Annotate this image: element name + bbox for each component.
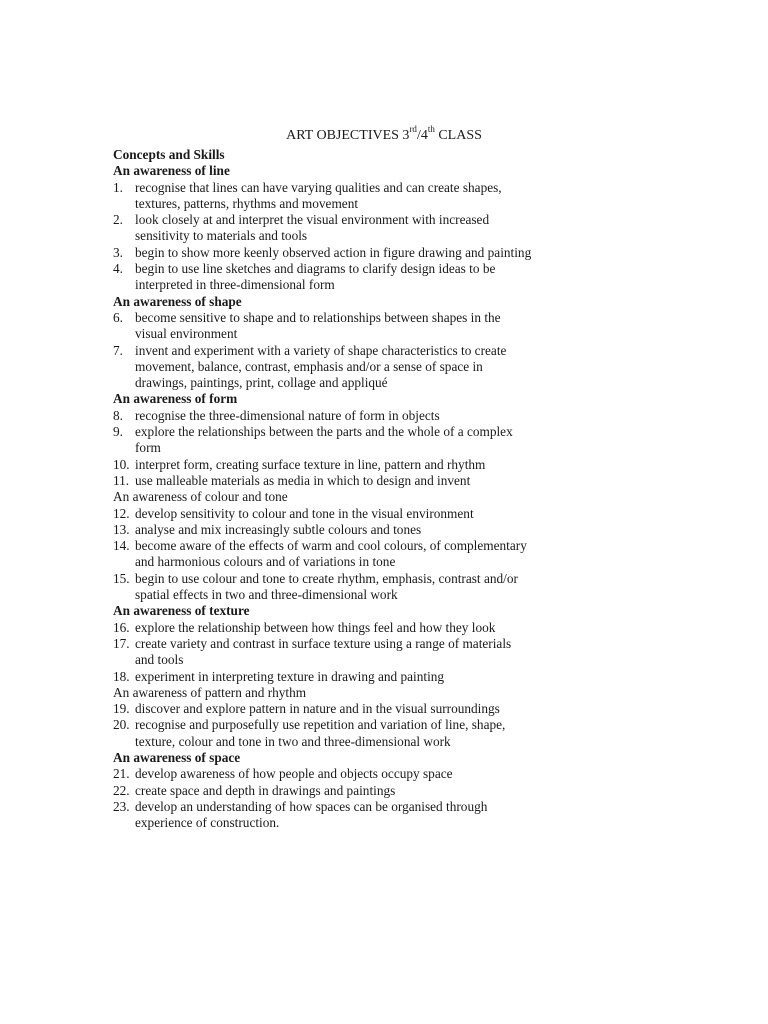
page-title: ART OBJECTIVES 3rd/4th CLASS: [286, 124, 482, 143]
list-item: [113, 457, 613, 473]
item-number: 4.: [113, 261, 123, 277]
item-number: 1.: [113, 179, 123, 195]
item-text-line: discover and explore pattern in nature and in the visual surroundings: [135, 701, 500, 717]
item-text-line: use malleable materials as media in which to design and invent: [135, 472, 471, 488]
item-text-line: and harmonious colours and of variations in tone: [135, 554, 396, 570]
list-item: [113, 245, 613, 261]
item-number: 18.: [113, 668, 130, 684]
item-text-line: develop an understanding of how spaces can be organised through: [135, 798, 488, 814]
item-text-line: and tools: [135, 652, 184, 668]
item-text-line: sensitivity to materials and tools: [135, 228, 308, 244]
item-text-line: explore the relationships between the parts and the whole of a complex: [135, 424, 513, 440]
item-text-line: visual environment: [135, 326, 238, 342]
concepts-heading: Concepts and Skills: [113, 147, 225, 162]
item-number: 6.: [113, 309, 123, 325]
item-number: 22.: [113, 782, 130, 798]
item-number: 7.: [113, 342, 123, 358]
item-text-line: begin to use line sketches and diagrams to clarify design ideas to be: [135, 261, 496, 277]
item-text-line: recognise that lines can have varying qualities and can create shapes,: [135, 179, 502, 195]
item-number: 23.: [113, 798, 130, 814]
item-text-line: interpret form, creating surface texture in line, pattern and rhythm: [135, 456, 486, 472]
list-item: [113, 783, 613, 799]
list-item: [113, 408, 613, 424]
item-text-line: explore the relationship between how things feel and how they look: [135, 619, 496, 635]
item-text-line: recognise the three-dimensional nature of form in objects: [135, 407, 440, 423]
item-text-line: recognise and purposefully use repetition and variation of line, shape,: [135, 717, 506, 733]
list-item: [113, 261, 613, 294]
list-item: [113, 538, 613, 571]
list-item: [113, 620, 613, 636]
item-text-line: begin to use colour and tone to create rhythm, emphasis, contrast and/or: [135, 570, 518, 586]
list-item: [113, 424, 613, 457]
item-number: 14.: [113, 538, 130, 554]
item-text-line: look closely at and interpret the visual environment with increased: [135, 212, 490, 228]
objectives-content: [113, 147, 613, 831]
item-text-line: develop sensitivity to colour and tone in the visual environment: [135, 505, 474, 521]
item-text-line: begin to show more keenly observed action in figure drawing and painting: [135, 244, 532, 260]
section-heading: An awareness of colour and tone: [113, 489, 288, 505]
item-text-line: interpreted in three-dimensional form: [135, 277, 335, 293]
item-text-line: analyse and mix increasingly subtle colours and tones: [135, 521, 422, 537]
section-heading: An awareness of shape: [113, 293, 242, 309]
item-text-line: experiment in interpreting texture in drawing and painting: [135, 668, 445, 684]
item-text-line: create space and depth in drawings and paintings: [135, 782, 396, 798]
item-number: 10.: [113, 456, 130, 472]
item-number: 3.: [113, 244, 123, 260]
item-number: 11.: [113, 472, 130, 488]
section-heading: An awareness of space: [113, 749, 241, 765]
list-item: [113, 669, 613, 685]
section-heading: An awareness of line: [113, 163, 230, 179]
list-item: [113, 636, 613, 669]
item-text-line: drawings, paintings, print, collage and appliqué: [135, 375, 388, 391]
item-number: 21.: [113, 766, 130, 782]
item-text-line: movement, balance, contrast, emphasis and/or a sense of space in: [135, 358, 483, 374]
list-item: [113, 343, 613, 392]
list-item: [113, 180, 613, 213]
section-heading: An awareness of pattern and rhythm: [113, 684, 307, 700]
item-text-line: become sensitive to shape and to relationships between shapes in the: [135, 309, 501, 325]
item-text-line: invent and experiment with a variety of shape characteristics to create: [135, 342, 507, 358]
item-text-line: textures, patterns, rhythms and movement: [135, 195, 359, 211]
item-number: 15.: [113, 570, 130, 586]
list-item: [113, 473, 613, 489]
item-number: 9.: [113, 424, 123, 440]
item-number: 16.: [113, 619, 130, 635]
list-item: [113, 701, 613, 717]
section-heading: An awareness of form: [113, 391, 238, 407]
item-text-line: create variety and contrast in surface texture using a range of materials: [135, 635, 512, 651]
list-item: [113, 571, 613, 604]
list-item: [113, 522, 613, 538]
item-number: 19.: [113, 701, 130, 717]
list-item: [113, 717, 613, 750]
item-text-line: experience of construction.: [135, 815, 280, 831]
sections-container: [113, 163, 613, 831]
section-heading: An awareness of texture: [113, 603, 250, 619]
item-text-line: form: [135, 440, 161, 456]
item-text-line: become aware of the effects of warm and cool colours, of complementary: [135, 538, 527, 554]
item-number: 8.: [113, 407, 123, 423]
list-item: [113, 799, 613, 832]
item-number: 12.: [113, 505, 130, 521]
list-item: [113, 766, 613, 782]
list-item: [113, 310, 613, 343]
item-number: 2.: [113, 212, 123, 228]
item-text-line: spatial effects in two and three-dimensional work: [135, 587, 398, 603]
item-text-line: develop awareness of how people and objects occupy space: [135, 766, 453, 782]
list-item: [113, 212, 613, 245]
item-number: 13.: [113, 521, 130, 537]
list-item: [113, 506, 613, 522]
item-number: 17.: [113, 635, 130, 651]
item-text-line: texture, colour and tone in two and three-dimensional work: [135, 733, 451, 749]
item-number: 20.: [113, 717, 130, 733]
